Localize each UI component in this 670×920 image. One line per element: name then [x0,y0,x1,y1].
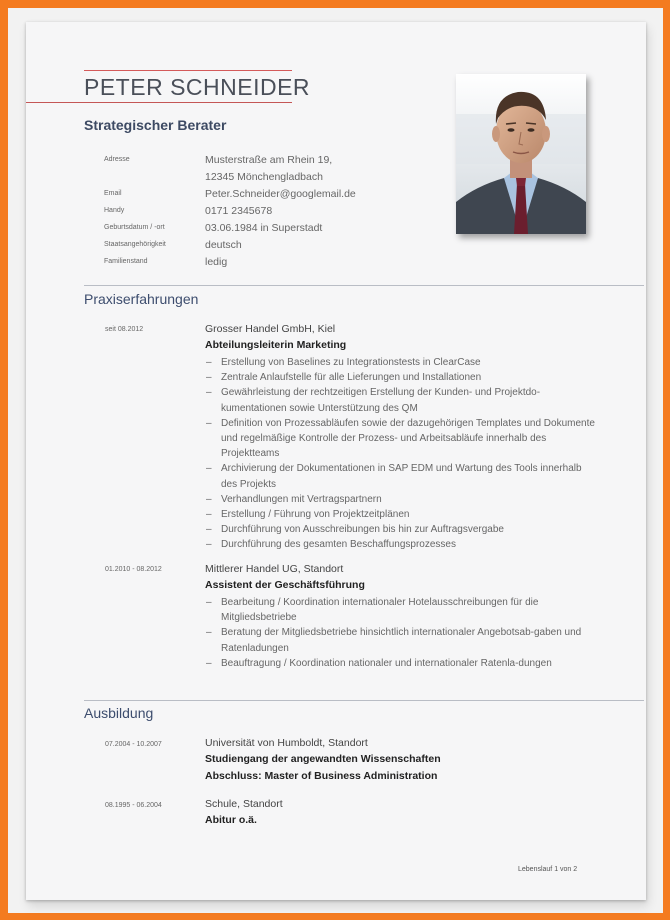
section-title-experience: Praxiserfahrungen [84,291,199,307]
list-item: – Durchführung von Ausschreibungen bis hin zur Auftragsvergabe [205,522,595,537]
person-name: PETER SCHNEIDER [84,74,311,100]
info-value: 0171 2345678 [205,205,273,217]
section-divider [84,700,644,701]
list-item: – Erstellung von Baselines zu Integrationstests in ClearCase [205,355,595,370]
degree-line: Abschluss: Master of Business Administration [205,770,438,782]
list-item: – Bearbeitung / Koordination internationaler Hotelausschreibungen für die Mitgliedsbetriebe [205,595,595,625]
info-label: Staatsangehörigkeit [104,241,166,248]
responsibility-list [205,595,595,671]
info-value: Peter.Schneider@googlemail.de [205,188,356,200]
list-item: – Durchführung des gesamten Beschaffungsprozesses [205,537,595,552]
responsibility-list [205,355,595,553]
portrait-photo [456,74,586,234]
info-value: 12345 Mönchengladbach [205,171,323,183]
list-item: – Archivierung der Dokumentationen in SAP EDM und Wartung des Tools innerhalb des Projekts [205,461,595,491]
entry-date: 08.1995 - 06.2004 [105,802,162,809]
entry-organization: Mittlerer Handel UG, Standort [205,563,344,575]
entry-organization: Universität von Humboldt, Standort [205,737,368,749]
section-title-education: Ausbildung [84,705,154,721]
section-divider [84,285,644,286]
list-item: – Beratung der Mitgliedsbetriebe hinsichtlich internationaler Angebotsab-gaben und Ratenladungen [205,625,595,655]
degree-line: Abitur o.ä. [205,814,257,826]
entry-date: seit 08.2012 [105,326,144,333]
info-value: deutsch [205,239,242,251]
cv-sheet [26,22,646,900]
info-value: ledig [205,256,228,268]
entry-organization: Schule, Standort [205,798,283,810]
info-label: Geburtsdatum / -ort [104,224,165,231]
entry-date: 07.2004 - 10.2007 [105,741,162,748]
name-rule-top [84,70,292,71]
list-item: – Verhandlungen mit Vertragspartnern [205,492,595,507]
list-item: – Erstellung / Führung von Projektzeitplänen [205,507,595,522]
page-background [8,8,663,913]
page-number: Lebenslauf 1 von 2 [518,866,578,873]
job-title: Strategischer Berater [84,117,227,133]
name-rule-bottom [26,102,292,103]
info-value: Musterstraße am Rhein 19, [205,154,333,166]
portrait-photo-icon [456,74,586,234]
entry-date: 01.2010 - 08.2012 [105,566,162,573]
info-label: Handy [104,207,125,214]
entry-position: Assistent der Geschäftsführung [205,579,365,591]
info-label: Email [104,190,122,197]
list-item: – Zentrale Anlaufstelle für alle Lieferungen und Installationen [205,370,595,385]
list-item: – Definition von Prozessabläufen sowie der dazugehörigen Templates und Dokumente und regelmäßige Kontrolle der Prozess- und Arbeitsabläufe innerhalb des Projektteams [205,416,595,462]
info-value: 03.06.1984 in Superstadt [205,222,323,234]
entry-position: Abteilungsleiterin Marketing [205,339,347,351]
info-label: Adresse [104,156,130,163]
list-item: – Beauftragung / Koordination nationaler und internationaler Ratenla-dungen [205,656,595,671]
list-item: – Gewährleistung der rechtzeitigen Erstellung der Kunden- und Projektdo-kumentationen sowie Unterstützung des QM [205,385,595,415]
info-label: Familienstand [104,258,148,265]
degree-line: Studiengang der angewandten Wissenschaften [205,753,441,765]
entry-organization: Grosser Handel GmbH, Kiel [205,323,336,335]
